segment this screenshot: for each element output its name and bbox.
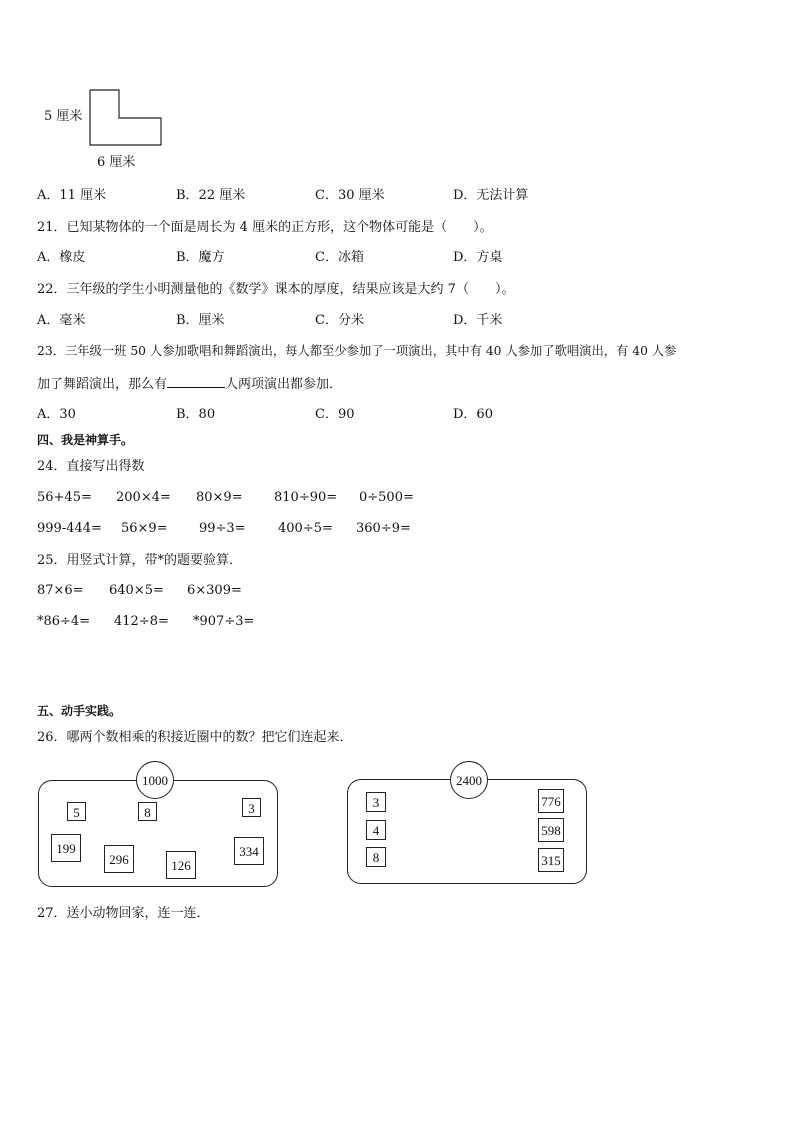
q21-stem: 21．已知某物体的一个面是周长为 4 厘米的正方形，这个物体可能是（ ）。 bbox=[37, 220, 493, 235]
width-label: 6 厘米 bbox=[97, 155, 136, 170]
q23-option-c: C．90 bbox=[315, 407, 355, 422]
q25-item: 87×6= bbox=[37, 583, 84, 598]
section4-title: 四、我是神算手。 bbox=[37, 433, 134, 447]
q24-item: 0÷500= bbox=[359, 490, 414, 505]
number-box[interactable]: 3 bbox=[242, 798, 261, 817]
q24-item: 200×4= bbox=[116, 490, 171, 505]
q25-stem: 25．用竖式计算，带*的题要验算． bbox=[37, 553, 243, 568]
q22-stem: 22．三年级的学生小明测量他的《数学》课本的厚度，结果应该是大约 7（ ）。 bbox=[37, 282, 515, 297]
height-label: 5 厘米 bbox=[44, 109, 83, 124]
q24-item: 360÷9= bbox=[356, 521, 411, 536]
q21-option-b: B．魔方 bbox=[176, 250, 225, 265]
q23-stem-line2 bbox=[37, 376, 342, 391]
number-box[interactable]: 8 bbox=[366, 847, 386, 867]
number-box[interactable]: 5 bbox=[67, 802, 86, 821]
q25-item: 6×309= bbox=[187, 583, 242, 598]
q23-option-b: B．80 bbox=[176, 407, 216, 422]
q24-item: 56×9= bbox=[121, 521, 168, 536]
q24-item: 400÷5= bbox=[278, 521, 333, 536]
q22-option-a: A．毫米 bbox=[37, 313, 86, 328]
q23-stem-line1: 23．三年级一班 50 人参加歌唱和舞蹈演出，每人都至少参加了一项演出，其中有 40 人参加了歌唱演出，有 40 人参 bbox=[37, 344, 677, 358]
q23-option-a: A．30 bbox=[37, 407, 76, 422]
q21-option-a: A．橡皮 bbox=[37, 250, 86, 265]
number-box[interactable]: 296 bbox=[104, 845, 134, 873]
q20-option-d: D．无法计算 bbox=[453, 188, 529, 203]
q22-option-d: D．千米 bbox=[453, 313, 503, 328]
q25-item: 640×5= bbox=[109, 583, 164, 598]
q23-line2-post: 人两项演出都参加． bbox=[225, 377, 343, 392]
number-box[interactable]: 126 bbox=[166, 851, 196, 879]
q21-option-c: C．冰箱 bbox=[315, 250, 364, 265]
q24-item: 810÷90= bbox=[274, 490, 338, 505]
answer-blank[interactable] bbox=[167, 376, 225, 388]
q22-option-b: B．厘米 bbox=[176, 313, 225, 328]
q25-item: *86÷4= bbox=[37, 614, 91, 629]
target-circle-2400: 2400 bbox=[450, 761, 488, 799]
q21-option-d: D．方桌 bbox=[453, 250, 503, 265]
number-box[interactable]: 199 bbox=[51, 834, 81, 862]
q24-item: 56+45= bbox=[37, 490, 92, 505]
q23-line2-pre: 加了舞蹈演出，那么有 bbox=[37, 377, 168, 392]
number-box[interactable]: 315 bbox=[538, 848, 564, 872]
number-box[interactable]: 334 bbox=[234, 837, 264, 865]
section5-title: 五、动手实践。 bbox=[37, 704, 122, 718]
q25-item: *907÷3= bbox=[193, 614, 255, 629]
q20-option-a: A．11 厘米 bbox=[37, 188, 107, 203]
q22-option-c: C．分米 bbox=[315, 313, 364, 328]
target-circle-1000: 1000 bbox=[136, 761, 174, 799]
number-box[interactable]: 776 bbox=[538, 789, 564, 813]
number-box[interactable]: 3 bbox=[366, 792, 386, 812]
q20-option-c: C．30 厘米 bbox=[315, 188, 385, 203]
q24-item: 999-444= bbox=[37, 521, 102, 536]
number-box[interactable]: 598 bbox=[538, 818, 564, 842]
number-box[interactable]: 4 bbox=[366, 820, 386, 840]
q23-option-d: D．60 bbox=[453, 407, 493, 422]
q24-stem: 24．直接写出得数 bbox=[37, 459, 145, 474]
q24-item: 80×9= bbox=[196, 490, 243, 505]
q25-item: 412÷8= bbox=[114, 614, 169, 629]
q20-option-b: B．22 厘米 bbox=[176, 188, 246, 203]
number-box[interactable]: 8 bbox=[138, 802, 157, 821]
q24-item: 99÷3= bbox=[199, 521, 246, 536]
q26-stem: 26．哪两个数相乘的积接近圈中的数？把它们连起来． bbox=[37, 730, 353, 745]
q27-stem: 27．送小动物回家，连一连． bbox=[37, 906, 210, 921]
l-shape-figure bbox=[89, 89, 163, 147]
